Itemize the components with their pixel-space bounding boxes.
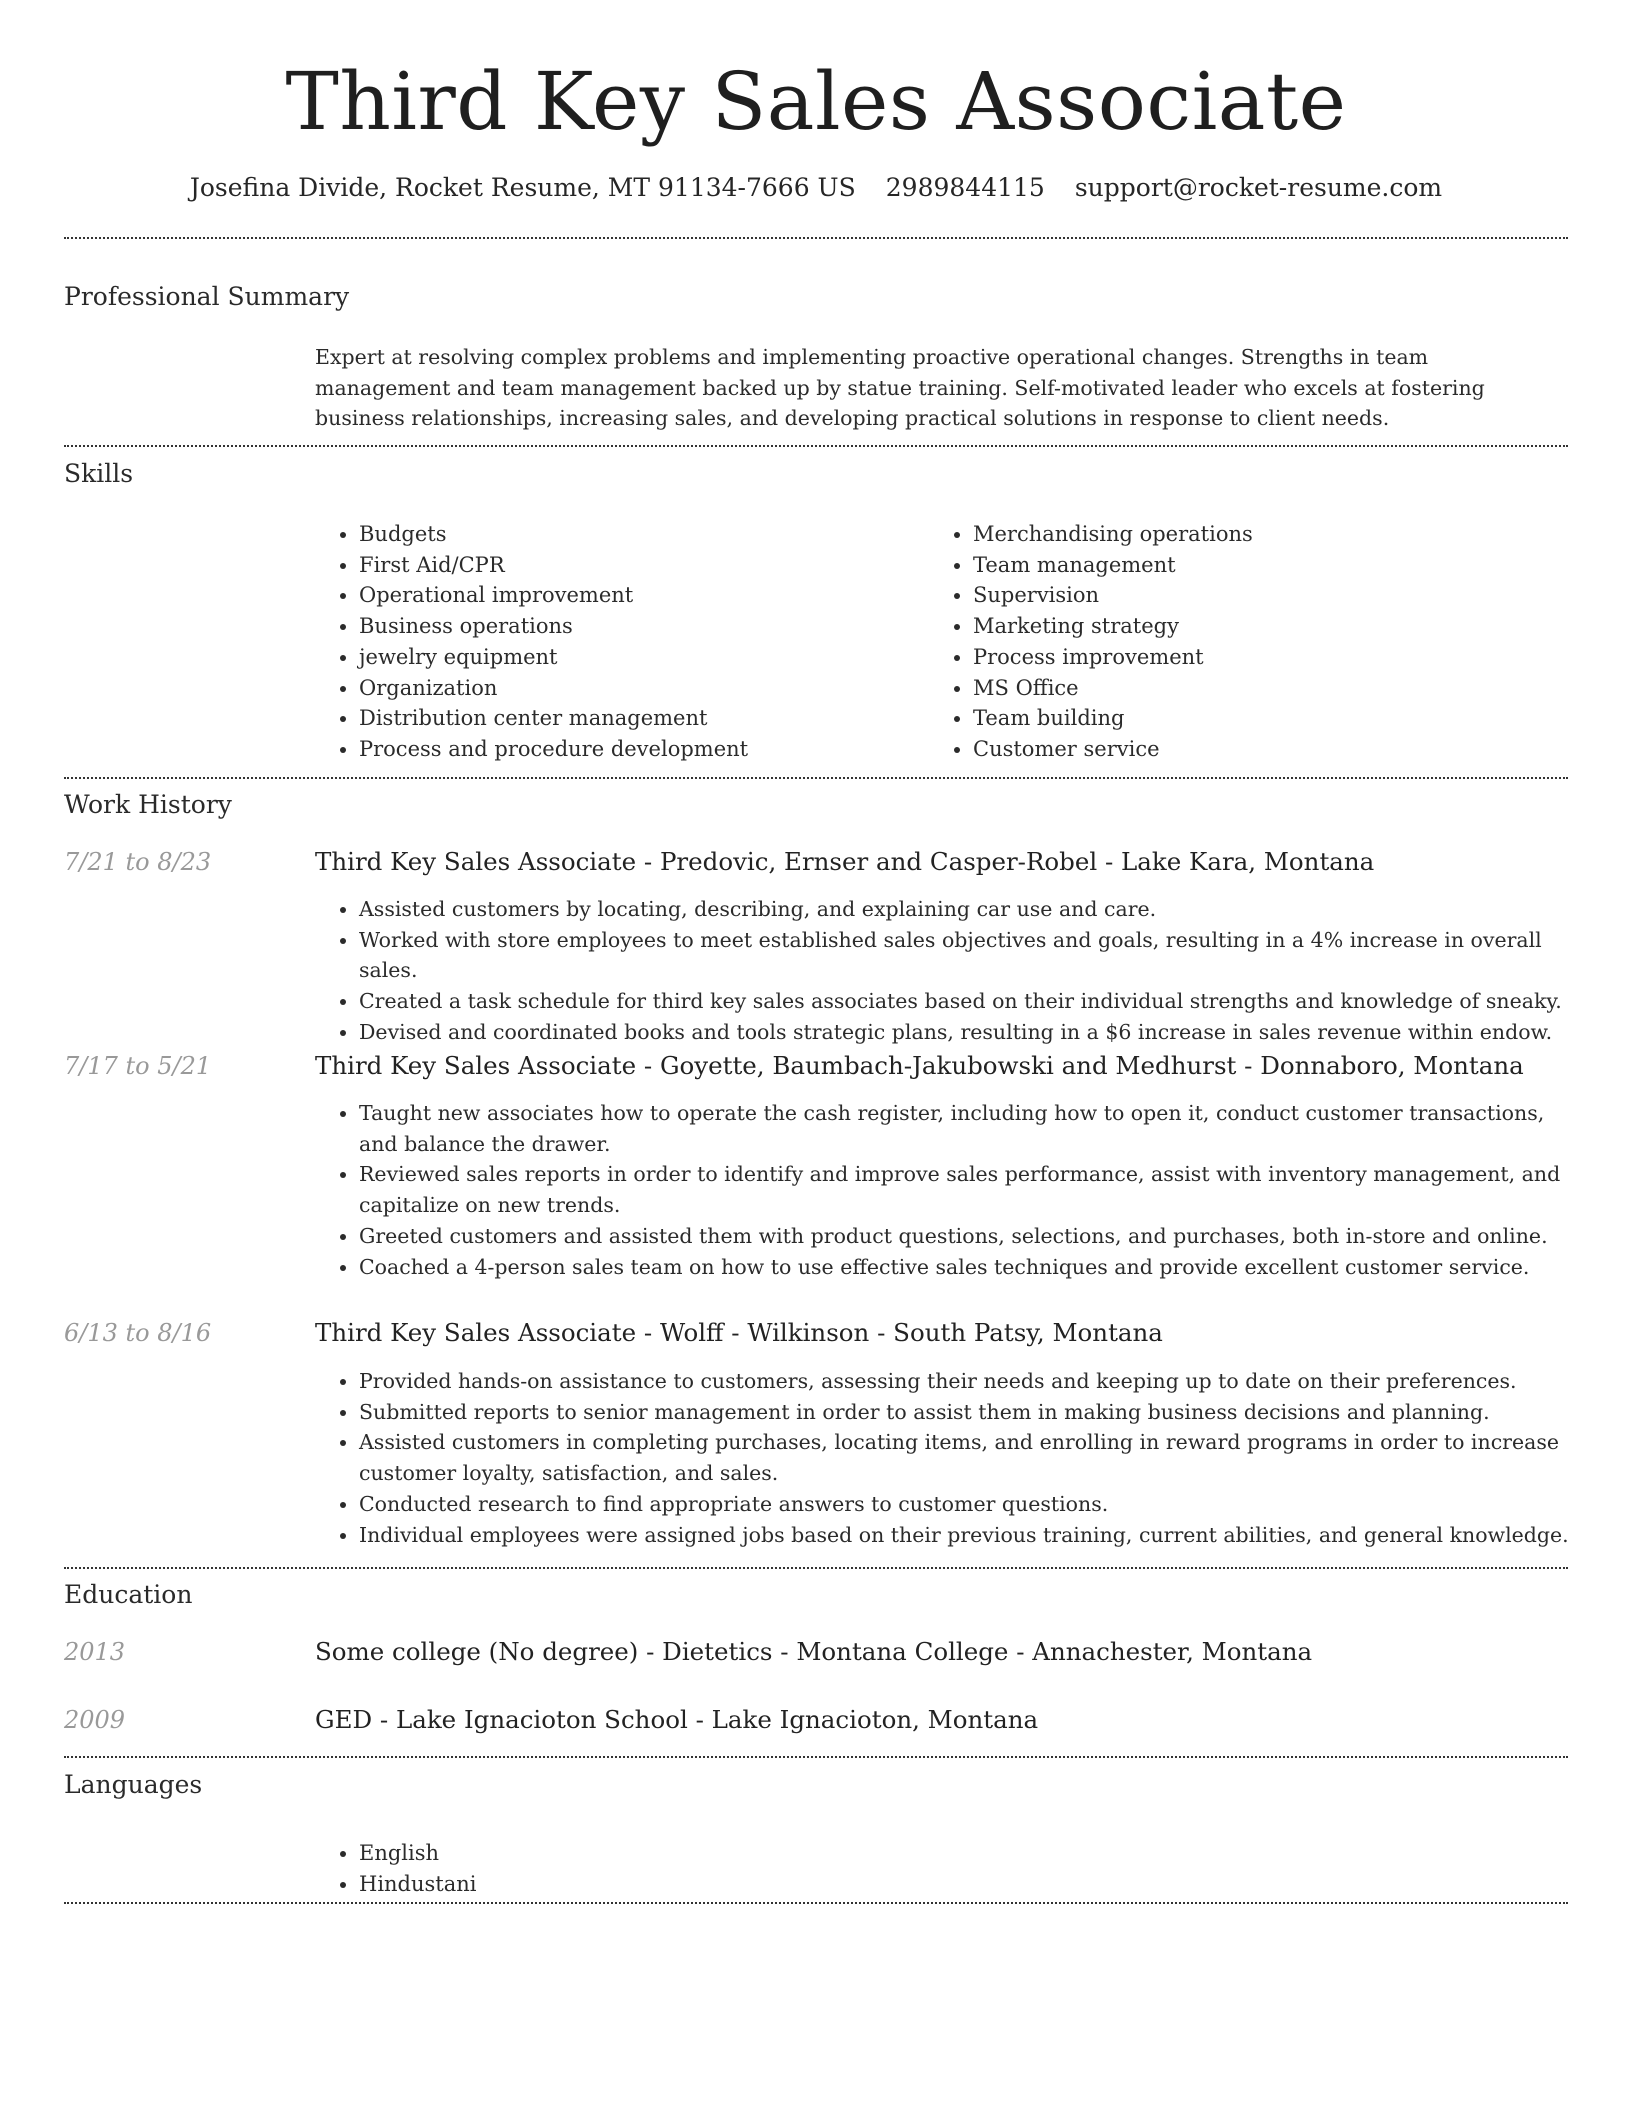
divider [64,445,1568,447]
job-heading: Third Key Sales Associate - Predovic, Ernser and Casper-Robel - Lake Kara, Montana [315,847,1375,876]
job-bullet: • Provided hands-on assistance to customers, assessing their needs and keeping up to date on their preferences. [359,1366,1570,1397]
divider [64,237,1568,239]
section-title-languages: Languages [64,1770,203,1799]
skill-item: • Organization [359,673,915,704]
section-title-education: Education [64,1580,193,1609]
skill-item: • Marketing strategy [973,611,1529,642]
job-bullet: • Reviewed sales reports in order to identify and improve sales performance, assist with inventory management, and capitalize on new trends. [359,1159,1570,1220]
job-bullet: • Assisted customers by locating, describing, and explaining car use and care. [359,894,1570,925]
job-bullet: • Submitted reports to senior management in order to assist them in making business decisions and planning. [359,1397,1570,1428]
divider [64,777,1568,779]
job-bullet: • Taught new associates how to operate the cash register, including how to open it, conduct customer transactions, and balance the drawer. [359,1098,1570,1159]
skill-item: • Budgets [359,519,915,550]
job-heading: Third Key Sales Associate - Goyette, Baumbach-Jakubowski and Medhurst - Donnaboro, Montana [315,1051,1524,1080]
summary-text: Expert at resolving complex problems and implementing proactive operational changes. Strengths in team management and team management backed up by statue training. Self-motivated leader who excels at fostering business relationships, increasing sales, and developing practical solutions in response to client needs. [315,345,1485,430]
job-bullets [315,1098,1570,1282]
skill-item: • Process improvement [973,642,1529,673]
education-heading: GED - Lake Ignacioton School - Lake Ignacioton, Montana [315,1705,1039,1734]
job-bullet: • Conducted research to find appropriate answers to customer questions. [359,1489,1570,1520]
contact-phone: 2989844115 [885,173,1045,202]
job-bullets [315,1366,1570,1550]
job-bullet: • Worked with store employees to meet established sales objectives and goals, resulting in a 4% increase in overall sales. [359,925,1570,986]
contact-email: support@rocket-resume.com [1074,173,1443,202]
skill-item: • MS Office [973,673,1529,704]
skills-list-right [929,519,1529,765]
skill-item: • Team management [973,550,1529,581]
job-bullet: • Individual employees were assigned jobs based on their previous training, current abilities, and general knowledge. [359,1520,1570,1551]
divider [64,1567,1568,1569]
job-dates: 7/21 to 8/23 [64,848,212,876]
job-bullet: • Devised and coordinated books and tools strategic plans, resulting in a $6 increase in sales revenue within endow. [359,1017,1570,1048]
contact-address: Josefina Divide, Rocket Resume, MT 91134-7666 US [189,173,856,202]
skill-item: • Merchandising operations [973,519,1529,550]
skill-item: • Customer service [973,734,1529,765]
language-item: • English [359,1838,915,1869]
section-title-work: Work History [64,790,232,819]
education-heading: Some college (No degree) - Dietetics - Montana College - Annachester, Montana [315,1637,1313,1666]
job-bullet: • Created a task schedule for third key sales associates based on their individual strengths and knowledge of sneaky. [359,986,1570,1017]
job-heading: Third Key Sales Associate - Wolff - Wilkinson - South Patsy, Montana [315,1318,1163,1347]
education-year: 2013 [64,1638,126,1666]
job-bullet: • Assisted customers in completing purchases, locating items, and enrolling in reward programs in order to increase customer loyalty, satisfaction, and sales. [359,1427,1570,1488]
skill-item: • Supervision [973,580,1529,611]
job-bullet: • Coached a 4-person sales team on how to use effective sales techniques and provide excellent customer service. [359,1252,1570,1283]
skill-item: • Process and procedure development [359,734,915,765]
skill-item: • jewelry equipment [359,642,915,673]
skill-item: • Business operations [359,611,915,642]
job-dates: 6/13 to 8/16 [64,1319,212,1347]
resume-name: Third Key Sales Associate [285,55,1347,148]
contact-line [0,168,1632,208]
divider [64,1902,1568,1904]
section-title-summary: Professional Summary [64,282,350,311]
skill-item: • Team building [973,703,1529,734]
job-dates: 7/17 to 5/21 [64,1052,212,1080]
section-title-skills: Skills [64,459,134,488]
education-year: 2009 [64,1706,126,1734]
divider [64,1756,1568,1758]
languages-list [315,1838,915,1899]
skill-item: • Operational improvement [359,580,915,611]
skill-item: • First Aid/CPR [359,550,915,581]
skill-item: • Distribution center management [359,703,915,734]
language-item: • Hindustani [359,1869,915,1900]
job-bullet: • Greeted customers and assisted them with product questions, selections, and purchases, both in-store and online. [359,1221,1570,1252]
skills-list-left [315,519,915,765]
job-bullets [315,894,1570,1048]
